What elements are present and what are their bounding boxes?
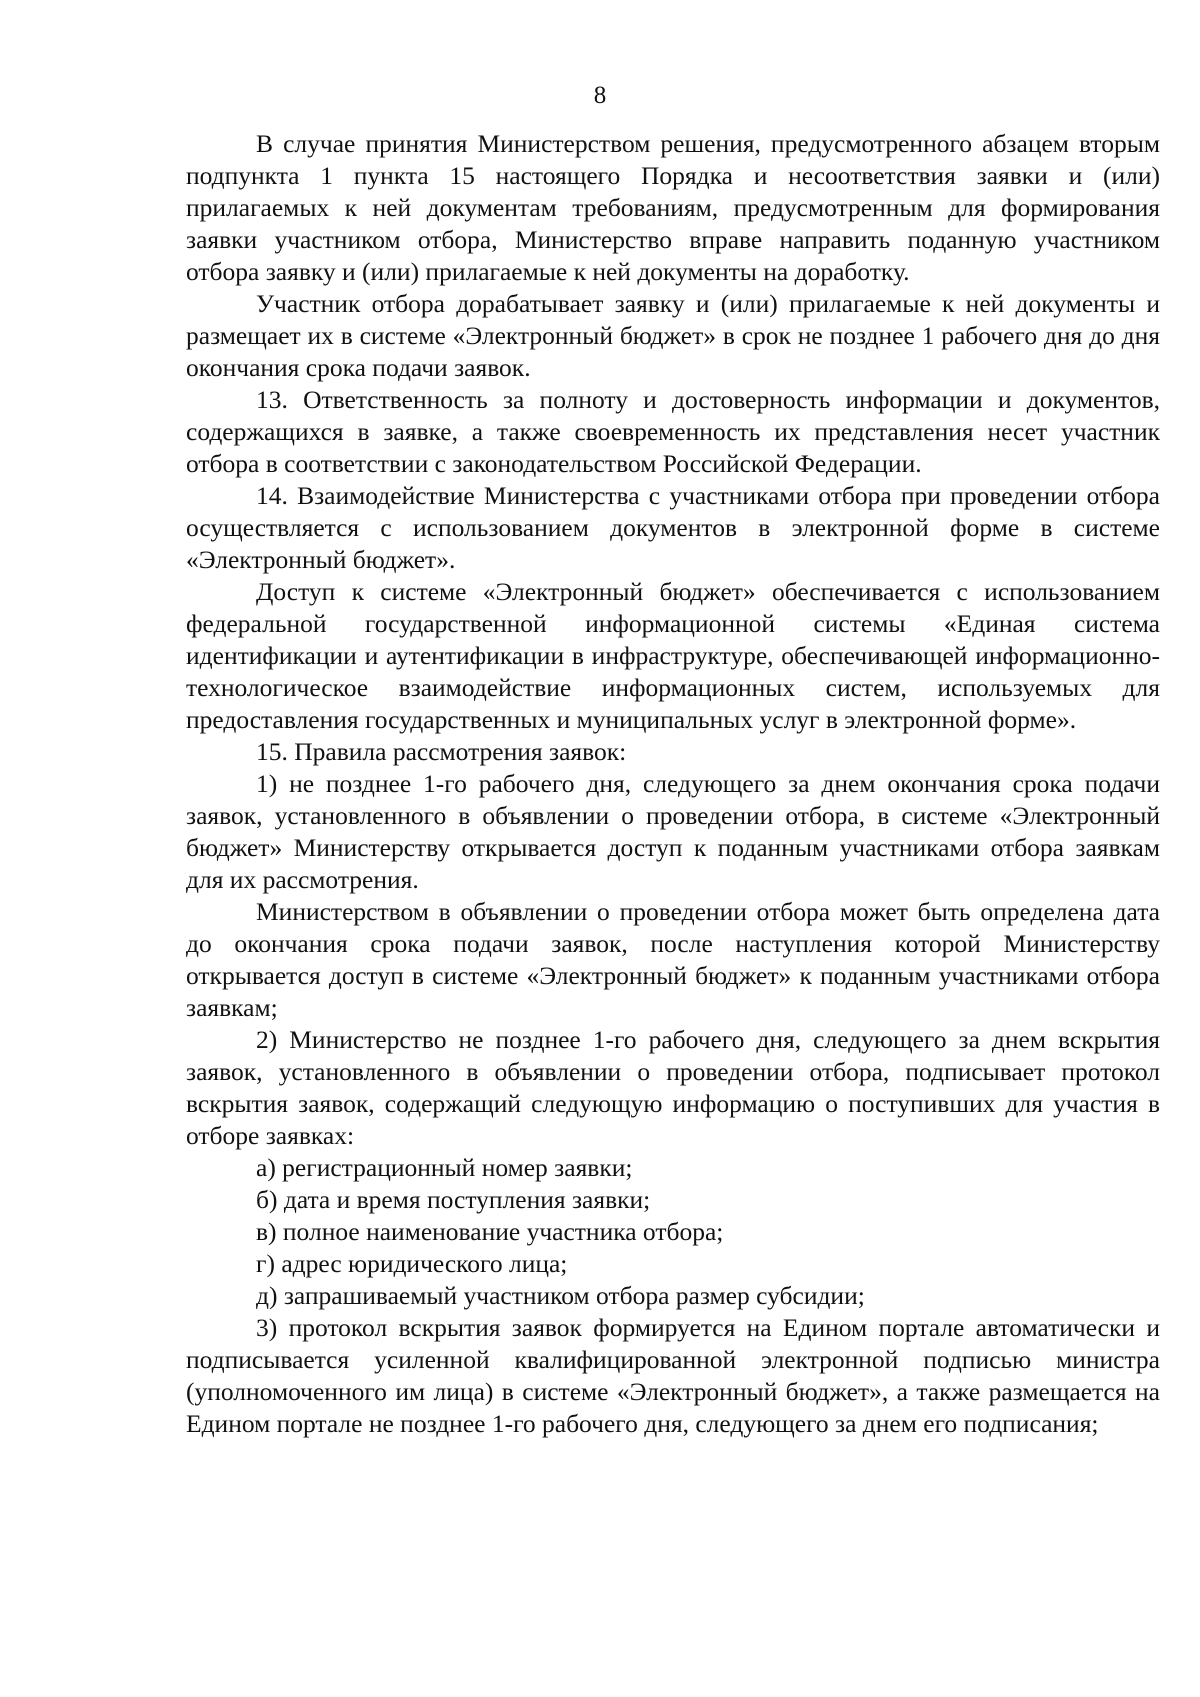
paragraph-13-responsibility: 13. Ответственность за полноту и достоверность информации и документов, содержащихся в заявке, а также своевременность их представления несет участник отбора в соответствии с законодательством Российской Федерации. — [186, 385, 1160, 478]
paragraph-rule-2: 2) Министерство не позднее 1-го рабочего дня, следующего за днем вскрытия заявок, установленного в объявлении о проведении отбора, подписывает протокол вскрытия заявок, содержащий следующую информацию о поступивших для участия в отборе заявках: — [186, 1025, 1160, 1150]
list-item-subsidy-amount: д) запрашиваемый участником отбора размер субсидии; — [256, 1281, 865, 1310]
list-item-full-name: в) полное наименование участника отбора; — [256, 1217, 724, 1246]
page-number: 8 — [593, 82, 607, 109]
paragraph-14-interaction: 14. Взаимодействие Министерства с участниками отбора при проведении отбора осуществляется с использованием документов в электронной форме в системе «Электронный бюджет». — [186, 481, 1160, 574]
paragraph-system-access: Доступ к системе «Электронный бюджет» обеспечивается с использованием федеральной государственной информационной системы «Единая система идентификации и аутентификации в инфраструктуре, обеспечивающей информационно-технологическое взаимодействие информационных систем, используемых для предоставления государственных и муниципальных услуг в электронной форме». — [186, 577, 1160, 734]
paragraph-15-rules-heading: 15. Правила рассмотрения заявок: — [256, 737, 627, 766]
list-item-date-time: б) дата и время поступления заявки; — [256, 1185, 651, 1214]
paragraph-rule-1: 1) не позднее 1-го рабочего дня, следующего за днем окончания срока подачи заявок, установленного в объявлении о проведении отбора, в системе «Электронный бюджет» Министерству открывается доступ к поданным участниками отбора заявкам для их рассмотрения. — [186, 769, 1160, 894]
paragraph-revision-case: В случае принятия Министерством решения, предусмотренного абзацем вторым подпункта 1 пункта 15 настоящего Порядка и несоответствия заявки и (или) прилагаемых к ней документам требованиям, предусмотренным для формирования заявки участником отбора, Министерство вправе направить поданную участником отбора заявку и (или) прилагаемые к ней документы на доработку. — [186, 129, 1160, 286]
paragraph-ministry-date: Министерством в объявлении о проведении отбора может быть определена дата до окончания срока подачи заявок, после наступления которой Министерству открывается доступ в системе «Электронный бюджет» к поданным участниками отбора заявкам; — [186, 897, 1160, 1022]
list-item-registration-number: а) регистрационный номер заявки; — [256, 1153, 633, 1182]
paragraph-rule-3: 3) протокол вскрытия заявок формируется на Едином портале автоматически и подписывается усиленной квалифицированной электронной подписью министра (уполномоченного им лица) в системе «Электронный бюджет», а также размещается на Едином портале не позднее 1-го рабочего дня, следующего за днем его подписания; — [186, 1313, 1160, 1438]
document-body — [186, 128, 1160, 1440]
paragraph-participant-revises: Участник отбора дорабатывает заявку и (или) прилагаемые к ней документы и размещает их в системе «Электронный бюджет» в срок не позднее 1 рабочего дня до дня окончания срока подачи заявок. — [186, 289, 1160, 382]
list-item-legal-address: г) адрес юридического лица; — [256, 1249, 568, 1278]
